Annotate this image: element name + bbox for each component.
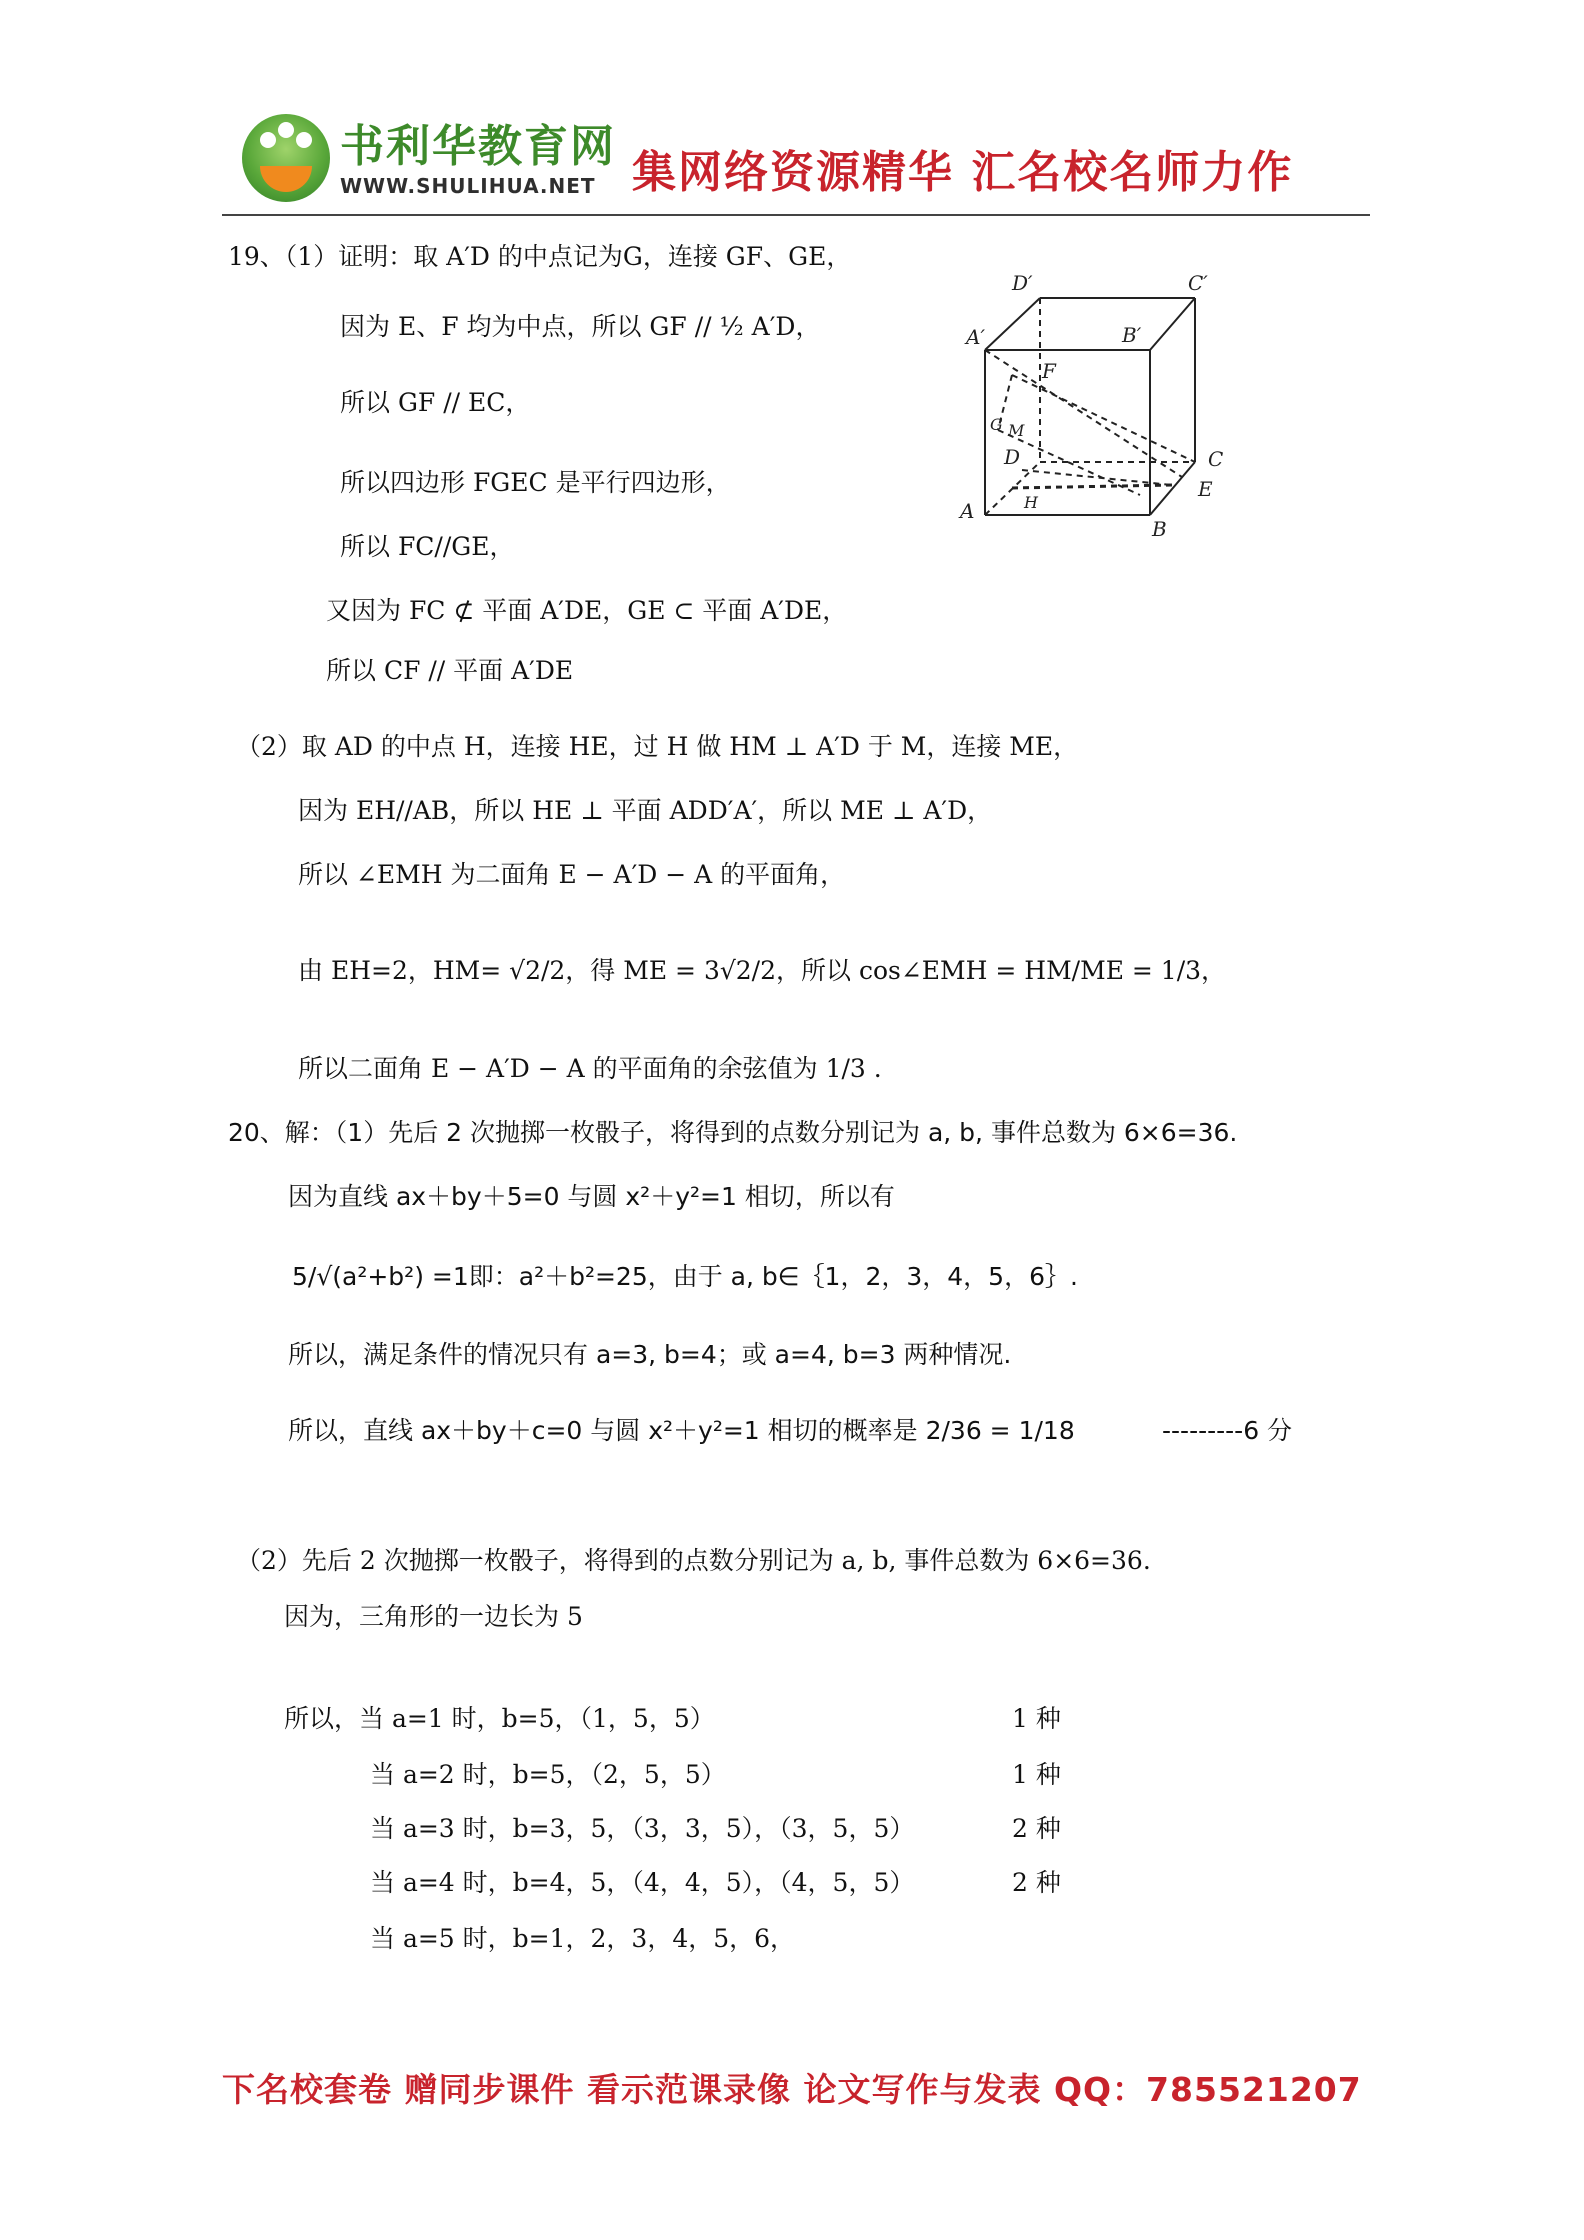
q19-line-6: 又因为 FC ⊄ 平面 A′DE，GE ⊂ 平面 A′DE，: [326, 596, 848, 625]
case-row-text: 当 a=3 时，b=3，5，（3，3，5），（3，5，5）: [370, 1814, 915, 1843]
figure-label: A′: [966, 325, 985, 349]
case-row-count: 2 种: [1012, 1814, 1061, 1843]
figure-label: C: [1208, 447, 1224, 471]
brand-url: WWW.SHULIHUA.NET: [340, 174, 596, 198]
q19-line-5: 所以 FC//GE，: [340, 532, 515, 561]
case-row-text: 当 a=4 时，b=4，5，（4，4，5），（4，5，5）: [370, 1868, 915, 1897]
q20-line-4: 所以，满足条件的情况只有 a=3, b=4；或 a=4, b=3 两种情况.: [288, 1340, 1012, 1369]
page-header: [222, 108, 1372, 218]
header-slogan: 集网络资源精华 汇名校名师力作: [632, 147, 1294, 198]
q20-part2-line-2: 因为，三角形的一边长为 5: [284, 1602, 583, 1631]
case-row-count: 1 种: [1012, 1760, 1061, 1789]
q19-line-2: 因为 E、F 均为中点，所以 GF // ½ A′D，: [340, 312, 821, 341]
q19-part2-line-5: 所以二面角 E − A′D − A 的平面角的余弦值为 1/3 .: [298, 1054, 882, 1083]
score-note: ---------6 分: [1162, 1416, 1293, 1445]
figure-label: E: [1198, 477, 1213, 501]
q20-line-5: 所以，直线 ax＋by＋c=0 与圆 x²＋y²=1 相切的概率是 2/36 = 1/18: [288, 1416, 1075, 1445]
case-row-text: 当 a=5 时，b=1，2，3，4，5，6，: [370, 1924, 796, 1953]
q20-part2-line-1: （2）先后 2 次抛掷一枚骰子，将得到的点数分别记为 a, b, 事件总数为 6×6=36.: [236, 1546, 1151, 1575]
q19-line-1: 19、（1）证明：取 A′D 的中点记为G，连接 GF、GE，: [228, 242, 852, 271]
figure-label: A: [960, 499, 975, 523]
q19-part2-line-2: 因为 EH//AB，所以 HE ⊥ 平面 ADD′A′，所以 ME ⊥ A′D，: [298, 796, 993, 825]
brand-name: 书利华教育网: [340, 121, 616, 172]
cube-figure: [950, 270, 1250, 540]
case-row-count: 2 种: [1012, 1868, 1061, 1897]
q19-line-3: 所以 GF // EC，: [340, 388, 531, 417]
figure-label: G: [990, 415, 1003, 434]
q19-line-7: 所以 CF // 平面 A′DE: [326, 656, 574, 685]
q20-line-3: 5/√(a²+b²) =1即：a²＋b²=25，由于 a, b∈｛1，2，3，4，5，6｝.: [292, 1262, 1078, 1291]
q19-line-4: 所以四边形 FGEC 是平行四边形，: [340, 468, 731, 497]
page-footer: 下名校套卷 赠同步课件 看示范课录像 论文写作与发表 QQ：785521207: [222, 2070, 1362, 2109]
figure-label: D′: [1012, 271, 1033, 295]
case-row-text: 所以，当 a=1 时，b=5，（1，5，5）: [284, 1704, 715, 1733]
case-row-text: 当 a=2 时，b=5，（2，5，5）: [370, 1760, 726, 1789]
q19-part2-line-4: 由 EH=2，HM= √2/2，得 ME = 3√2/2，所以 cos∠EMH = HM/ME = 1/3，: [298, 956, 1227, 985]
q20-line-2: 因为直线 ax＋by＋5=0 与圆 x²＋y²=1 相切，所以有: [288, 1182, 895, 1211]
cube-edge: [1150, 298, 1195, 350]
figure-label: B: [1152, 517, 1167, 540]
figure-label: M: [1008, 421, 1025, 440]
case-row-count: 1 种: [1012, 1704, 1061, 1733]
q19-part2-line-3: 所以 ∠EMH 为二面角 E − A′D − A 的平面角，: [298, 860, 846, 889]
q20-line-1: 20、解：（1）先后 2 次抛掷一枚骰子，将得到的点数分别记为 a, b, 事件总数为 6×6=36.: [228, 1118, 1238, 1147]
figure-label: C′: [1188, 271, 1208, 295]
figure-label: D: [1004, 445, 1021, 469]
header-divider: [222, 214, 1370, 216]
construction-line: [1012, 485, 1172, 488]
cube-edge: [985, 298, 1040, 350]
q19-part2-line-1: （2）取 AD 的中点 H，连接 HE，过 H 做 HM ⊥ A′D 于 M，连接 ME，: [236, 732, 1079, 761]
figure-label: B′: [1122, 323, 1142, 347]
figure-label: F: [1042, 359, 1056, 383]
figure-label: H: [1024, 493, 1038, 512]
